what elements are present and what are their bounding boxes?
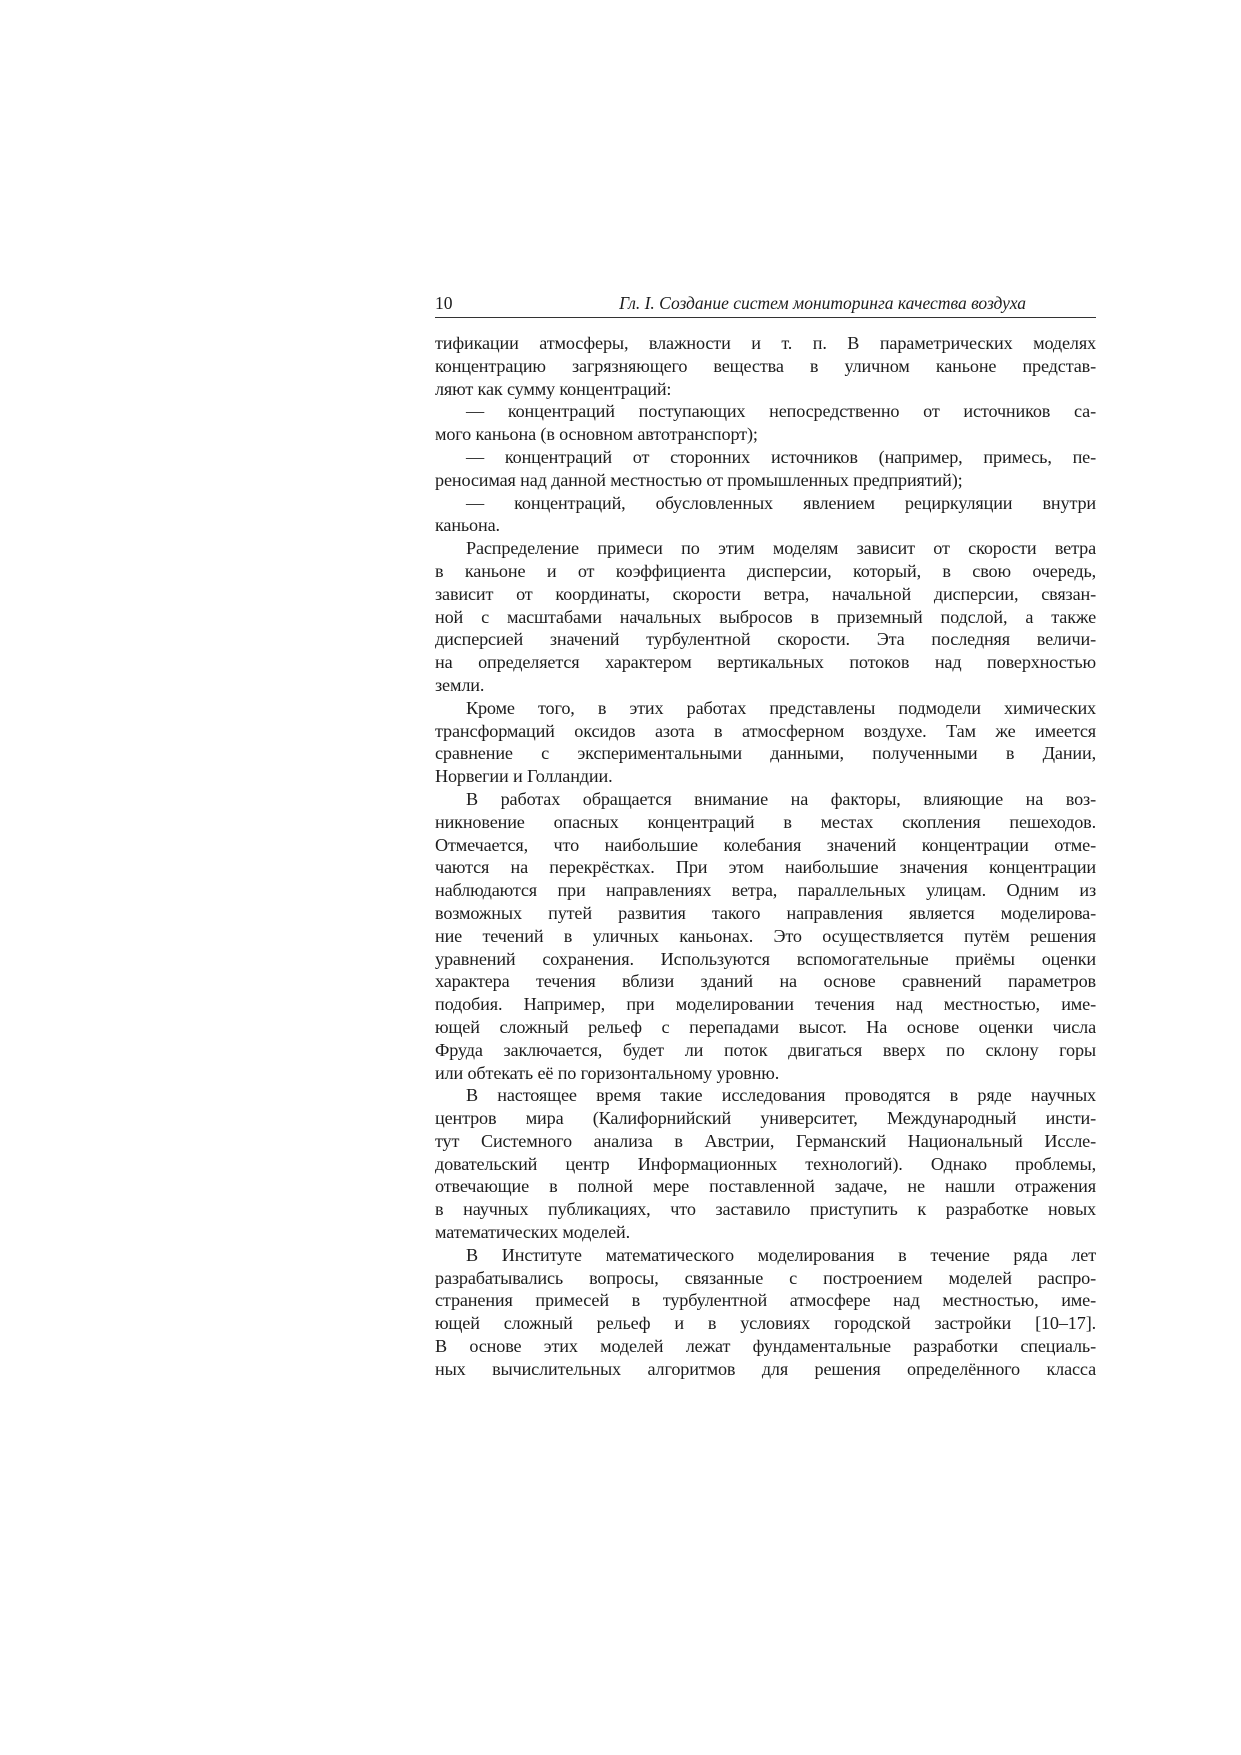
paragraph xyxy=(435,400,1096,446)
text-line: земли. xyxy=(435,674,485,695)
text-line: трансформаций оксидов азота в атмосферном воздухе. Там же имеется xyxy=(435,720,1096,741)
text-line: характера течения вблизи зданий на основе сравнений параметров xyxy=(435,971,1096,992)
paragraph xyxy=(435,537,1096,697)
text-line: уравнений сохранения. Используются вспомогательные приёмы оценки xyxy=(435,948,1096,969)
text-line: на определяется характером вертикальных потоков над поверхностью xyxy=(435,652,1096,673)
text-line: никновение опасных концентраций в местах скопления пешеходов. xyxy=(435,811,1096,832)
text-line: тификации атмосферы, влажности и т. п. В параметрических моделях xyxy=(435,333,1096,353)
text-line: наблюдаются при направлениях ветра, параллельных улицам. Одним из xyxy=(435,880,1096,901)
text-line: В Институте математического моделирования в течение ряда лет xyxy=(466,1244,1096,1265)
text-line: чаются на перекрёстках. При этом наибольшие значения концентрации xyxy=(435,857,1096,878)
paragraph xyxy=(435,1084,1096,1244)
text-line: каньона. xyxy=(435,515,500,536)
chapter-title: Гл. I. Создание систем мониторинга качества воздуха xyxy=(619,293,1026,313)
text-line: В настоящее время такие исследования проводятся в ряде научных xyxy=(466,1085,1096,1106)
text-line: Кроме того, в этих работах представлены подмодели химических xyxy=(466,697,1096,718)
text-line: сравнение с экспериментальными данными, полученными в Дании, xyxy=(435,743,1096,764)
text-line: реносимая над данной местностью от промышленных предприятий); xyxy=(435,469,963,490)
text-line: Фруда заключается, будет ли поток двигаться вверх по склону горы xyxy=(435,1039,1096,1060)
text-line: мого каньона (в основном автотранспорт); xyxy=(435,424,758,445)
text-line: ющей сложный рельеф с перепадами высот. На основе оценки числа xyxy=(435,1016,1096,1037)
text-line: Распределение примеси по этим моделям зависит от скорости ветра xyxy=(466,538,1096,559)
text-line: или обтекать её по горизонтальному уровню. xyxy=(435,1062,780,1083)
text-line: отвечающие в полной мере поставленной задаче, не нашли отражения xyxy=(435,1176,1096,1197)
text-line: ние течений в уличных каньонах. Это осуществляется путём решения xyxy=(435,925,1096,946)
text-line: зависит от координаты, скорости ветра, начальной дисперсии, связан- xyxy=(435,583,1096,604)
paragraph xyxy=(435,492,1096,538)
running-head xyxy=(435,293,1096,318)
text-line: в каньоне и от коэффициента дисперсии, который, в свою очередь, xyxy=(435,560,1096,581)
text-line: ных вычислительных алгоритмов для решения определённого класса xyxy=(435,1358,1096,1379)
page-number: 10 xyxy=(435,293,453,313)
body-text xyxy=(435,332,1096,1381)
text-line: В работах обращается внимание на факторы, влияющие на воз- xyxy=(466,788,1096,809)
text-line: математических моделей. xyxy=(435,1222,631,1243)
text-line: разрабатывались вопросы, связанные с построением моделей распро- xyxy=(435,1267,1096,1288)
text-line: тут Системного анализа в Австрии, Германский Национальный Иссле- xyxy=(435,1130,1096,1151)
paragraph xyxy=(435,332,1096,400)
text-line: центров мира (Калифорнийский университет, Международный инсти- xyxy=(435,1108,1096,1129)
text-line: дисперсией значений турбулентной скорости. Эта последняя величи- xyxy=(435,629,1096,650)
paragraph xyxy=(435,697,1096,788)
text-line: странения примесей в турбулентной атмосфере над местностью, име- xyxy=(435,1290,1096,1311)
text-line: возможных путей развития такого направления является моделирова- xyxy=(435,902,1096,923)
text-line: ляют как сумму концентраций: xyxy=(435,378,672,399)
paragraph xyxy=(435,1244,1096,1381)
text-line: ной с масштабами начальных выбросов в приземный подслой, а также xyxy=(435,606,1096,627)
text-line: Норвегии и Голландии. xyxy=(435,766,613,787)
text-line: концентрацию загрязняющего вещества в уличном каньоне представ- xyxy=(435,355,1096,376)
text-line: — концентраций от сторонних источников (например, примесь, пе- xyxy=(466,446,1096,467)
text-line: довательский центр Информационных технологий). Однако проблемы, xyxy=(435,1153,1096,1174)
text-line: — концентраций, обусловленных явлением рециркуляции внутри xyxy=(466,492,1096,513)
book-page xyxy=(435,293,1096,1381)
text-line: подобия. Например, при моделировании течения над местностью, име- xyxy=(435,994,1096,1015)
text-line: — концентраций поступающих непосредственно от источников са- xyxy=(466,401,1096,422)
paragraph xyxy=(435,446,1096,492)
text-line: В основе этих моделей лежат фундаментальные разработки специаль- xyxy=(435,1336,1096,1357)
paragraph xyxy=(435,788,1096,1084)
text-line: ющей сложный рельеф и в условиях городской застройки [10–17]. xyxy=(435,1313,1096,1334)
text-line: Отмечается, что наибольшие колебания значений концентрации отме- xyxy=(435,834,1096,855)
text-line: в научных публикациях, что заставило приступить к разработке новых xyxy=(435,1199,1096,1220)
